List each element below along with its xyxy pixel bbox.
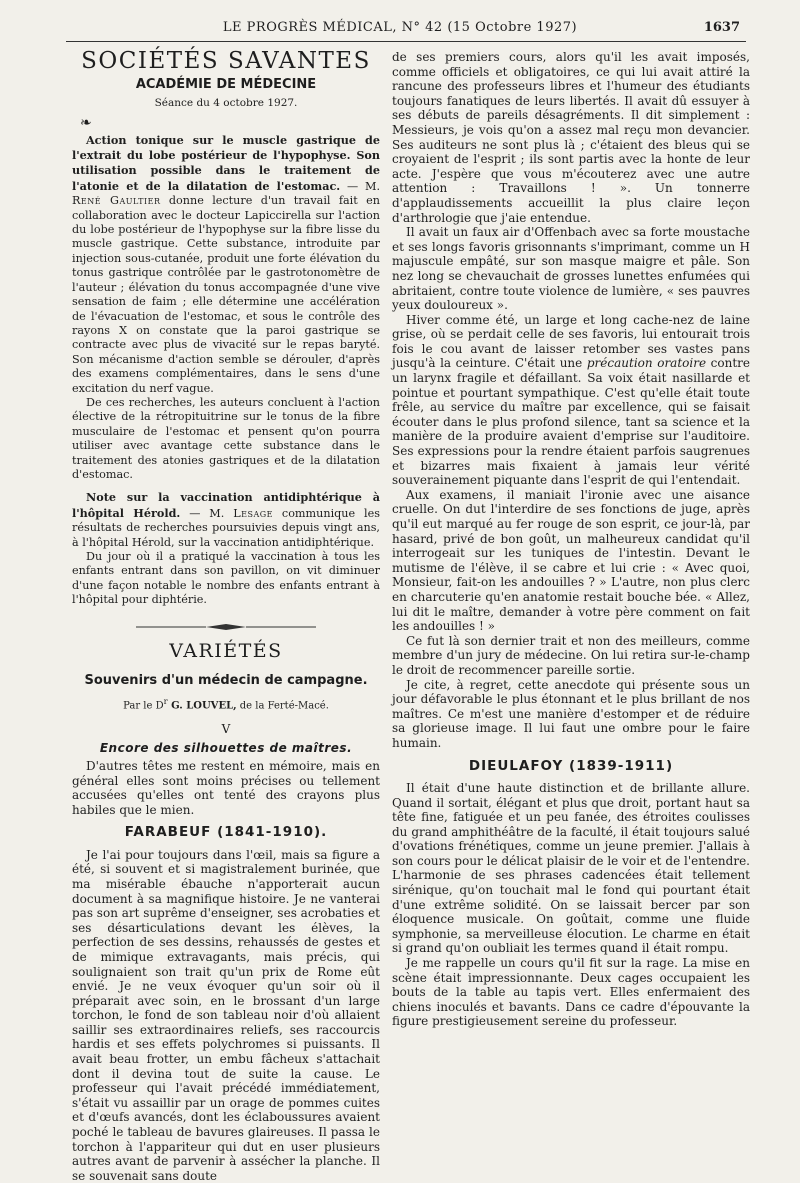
chapter-number: V — [221, 722, 231, 737]
left-column — [72, 50, 380, 1183]
section-title-societes: SOCIÉTÉS SAVANTES — [81, 48, 371, 74]
byline-author: G. LOUVEL, — [167, 700, 237, 712]
paragraph-dernier-trait: Ce fut là son dernier trait et non des meilleurs, comme membre d'un jury de médecine. On lui retira sur-le-champ le droit de recommencer pareille sortie. — [392, 633, 750, 677]
paragraph-rage: Je me rappelle un cours qu'il fit sur la rage. La mise en scène était impressionnante. Deux cages occupaient les bouts de la table au tapis vert. Elles enfermaient des chiens inoculés et bavants. Dans ce cadre d'épouvante la figure prestigieusement sereine du professeur. — [392, 956, 750, 1029]
section-title-varietes: VARIÉTÉS — [169, 639, 283, 662]
paragraph-text: donne lecture d'un travail fait en collaboration avec le docteur Lapiccirella sur l'action du lobe postérieur de l'hypophyse sur la fibre lisse du muscle gastrique. Cette substance, introduite par injection sous-cutanée, produit une forte élévation du tonus gastrique contrôlée par le gastrotonomètre de l'auteur ; élévation du tonus accompagnée d'une vive sensation de faim ; elle détermine une accélération de l'évacuation de l'estomac, et sous le contrôle des rayons X on constate que la paroi gastrique se contracte avec plus de vivacité sur le repas baryté. Son mécanisme d'action semble se dérouler, d'après des examens complémentaires, dans le sens d'une excitation du nerf vague. — [72, 194, 380, 395]
seance-date: Séance du 4 octobre 1927. — [154, 96, 298, 109]
paragraph-continuation: de ses premiers cours, alors qu'il les avait imposés, comme officiels et obligatoires, ce qui lui avait attiré la rancune des professeurs libres et l'humeur des étudiants toujours fanatiques de leurs libertés. Il avait dû essuyer à ses débuts de pareils désagréments. Il dit simplement : Messieurs, je vois qu'on a assez mal reçu mon devancier. Ses auditeurs ne sont plus là ; c'étaient des bleus qui se croyaient de l'esprit ; ils sont partis avec la honte de leur acte. J'espère que vous m'écouterez avec une autre attention : Travaillons ! ». Un tonnerre d'applaudissements accueillit la plus claire leçon d'arthrologie que j'aie entendue. — [392, 50, 750, 225]
communication-title-gaultier: Action tonique sur le muscle gastrique de l'extrait du lobe postérieur de l'hypophyse. Son utilisation possible dans le traitement de l'atonie et de la dilatation de l'estomac. — [72, 132, 380, 193]
communication-title-lesage: Note sur la vaccination antidiphtérique à l'hôpital Hérold. — [72, 490, 380, 520]
dash: — M. — [340, 179, 381, 193]
paragraph-intro: D'autres têtes me restent en mémoire, mais en général elles sont moins précises ou tellement accusées qu'elles ont tenté des crayons plus habiles que le mien. — [72, 758, 380, 817]
text-segment: Hiver comme été, un large et long cache-nez de laine grise, où se perdait celle de ses favoris, lui entourait trois fois le cou avant de laisser retomber ses vastes pans jusqu'à la ceinture. C'était une — [392, 312, 750, 371]
right-column — [392, 50, 750, 1029]
paragraph-text: communique les résultats de recherches poursuivies depuis vingt ans, à l'hôpital Hérold, sur la vaccination antidiphtérique. — [72, 506, 380, 549]
paragraph-vaccination: Du jour où il a pratiqué la vaccination à tous les enfants entrant dans son pavillon, on vit diminuer d'une façon notable le nombre des enfants entrant à l'hôpital pour diphtérie. — [72, 550, 380, 607]
paragraph-dieulafoy: Il était d'une haute distinction et de brillante allure. Quand il sortait, élégant et plus que droit, portant haut sa tête fine, fatiguée et un peu fanée, des étroites coulisses du grand amphithéâtre de la faculté, il était toujours salué d'ovations frénétiques, comme un jeune premier. J'allais à son cours pour le délicat plaisir de le voir et de l'entendre. L'harmonie de ses phrases cadencées était tellement sirénique, qu'on touchait mal le fond qui pourtant était d'une extrême solidité. On se laissait bercer par son éloquence musicale. On goûtait, comme une fluide symphonie, sa merveilleuse élocution. Le charme en était si grand qu'on oubliait les termes quand il était rompu. — [392, 780, 750, 956]
byline-par: Par le D — [123, 700, 164, 712]
author-gaultier: René Gaultier — [72, 194, 161, 208]
heading-farabeuf: FARABEUF (1841-1910). — [124, 824, 328, 841]
ornament-divider — [72, 622, 380, 632]
header-rule — [66, 41, 746, 42]
paragraph-conclusion: De ces recherches, les auteurs concluent à l'action élective de la rétropituitrine sur le tonus de la fibre musculaire de l'estomac et pensent qu'on pourra utiliser avec avantage cette substance dans le traitement des atonies gastriques et de la dilatation d'estomac. — [72, 395, 380, 481]
subsection-title-academie: ACADÉMIE DE MÉDECINE — [135, 77, 317, 93]
italic-phrase: précaution oratoire — [586, 356, 707, 371]
paragraph-offenbach: Il avait un faux air d'Offenbach avec sa forte moustache et ses longs favoris grisonnants s'imprimant, comme un H majuscule empâté, sur son masque maigre et pâle. Son nez long se chevauchait de grosses lunettes enfumées qui abritaient, contre toute violence de lumière, « ses pauvres yeux douloureux ». — [392, 225, 750, 313]
fleuron-icon: ❧ — [80, 115, 92, 132]
paragraph-gaultier — [72, 133, 380, 396]
text-segment: contre un larynx fragile et défaillant. Sa voix était nasillarde et pointue et pourtant sympathique. C'est qu'elle était toute frêle, au service du maître par excellence, qui se faisait écouter dans le plus profond silence, tant sa science et la manière de la produire avaient d'emprise sur l'auditoire. Ses expressions pour la rendre étaient parfois saugrenues et bizarres mais fixaient à jamais leur vérité souverainement piquante dans l'esprit de qui l'entendait. — [392, 356, 751, 488]
paragraph-examens: Aux examens, il maniait l'ironie avec une aisance cruelle. On dut l'interdire de ses fonctions de juge, après qu'il eut marqué au fer rouge de son esprit, ce jour-là, par hasard, privé de bon goût, un malheureux candidat qu'il interrogeait sur les tuniques de l'intestin. Devant le mutisme de l'élève, il se cabre et lui crie : « Avec quoi, Monsieur, fait-on les andouilles ? » L'autre, non plus clerc en charcuterie qu'en anatomie restait bouche bée. « Allez, lui dit le maître, demander à votre père comment on fait les andouilles ! » — [392, 487, 750, 634]
author-lesage: Lesage — [233, 506, 274, 520]
paragraph-cache-nez — [392, 313, 750, 488]
paragraph-farabeuf: Je l'ai pour toujours dans l'œil, mais sa figure a été, si souvent et si magistralement burinée, que ma misérable ébauche n'apporterait aucun document à sa magnifique histoire. Je ne vanterai pas son art suprême d'enseigner, ses acrobaties et ses désarticulations devant les élèves, la perfection de ses dessins, rehaussés de gestes et de mimique extravagants, mais précis, qui soulignaient son trait qu'un prix de Rome eût envié. Je ne veux évoquer qu'un soir où il préparait avec soin, en le brossant d'un large torchon, le fond de son tableau noir d'où allaient saillir ses extraordinaires reliefs, ses raccourcis hardis et ses effets polychromes si puissants. Il avait beau frotter, un embu fâcheux s'attachait dont il devina tout de suite la cause. Le professeur qui l'avait précédé immédiatement, s'était vu assaillir par un orage de pommes cuites et d'œufs avancés, dont les éclaboussures avaient poché le tableau de bavures glaireuses. Il passa le torchon à l'appariteur qui dut en user plusieurs autres avant de parvenir à assécher la planche. Il se souvenait sans doute — [72, 847, 380, 1183]
journal-title: LE PROGRÈS MÉDICAL, N° 42 (15 Octobre 1927) — [222, 20, 578, 35]
byline-sup: r — [163, 696, 168, 707]
paragraph-lesage — [72, 490, 380, 550]
page-number: 1637 — [703, 20, 740, 35]
chapter-title: Encore des silhouettes de maîtres. — [99, 740, 353, 755]
page-header — [0, 20, 800, 40]
article-title: Souvenirs d'un médecin de campagne. — [84, 673, 368, 689]
paragraph-anecdote: Je cite, à regret, cette anecdote qui présente sous un jour défavorable le plus étonnant et le plus brillant de nos maîtres. Ce m'est une manière d'estomper et de réduire sa glorieuse image. Il lui faut une ombre pour le faire humain. — [392, 677, 750, 750]
byline — [72, 694, 380, 714]
byline-place: de la Ferté-Macé. — [236, 700, 329, 712]
dash: — M. — [180, 506, 234, 520]
heading-dieulafoy: DIEULAFOY (1839-1911) — [468, 757, 674, 774]
